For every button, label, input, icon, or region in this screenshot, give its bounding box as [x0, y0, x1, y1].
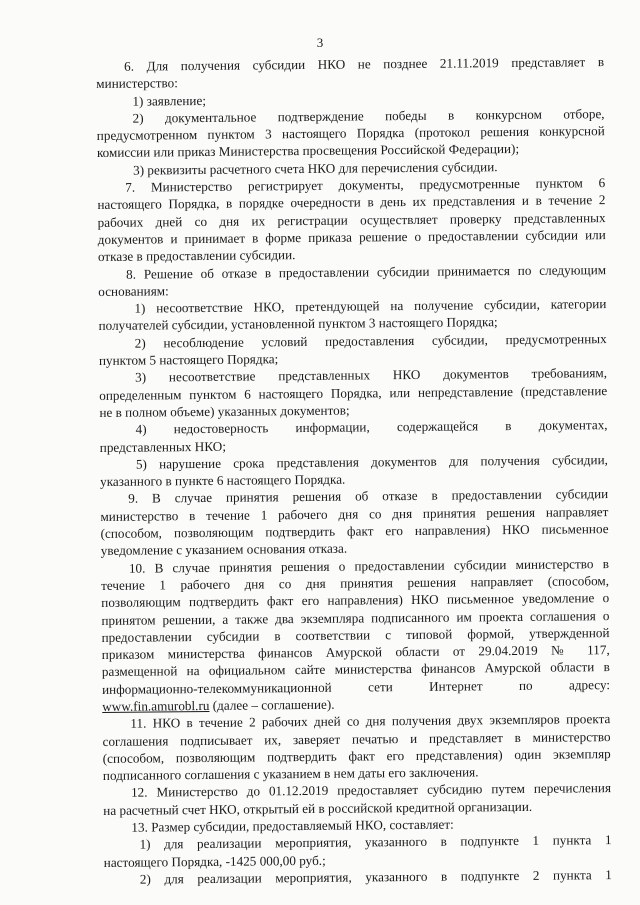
text-line: предусмотренном пунктом 3 настоящего Порядка (протокол решения конкурсной: [96, 123, 605, 144]
text-line: отказе в предоставлении субсидии.: [97, 247, 296, 265]
text-line: 12. Министерство до 01.12.2019 предоставляет субсидию путем перечисления: [130, 780, 612, 801]
text-line: принятом решении, а также два экземпляра подписанного им проекта соглашения о: [101, 607, 610, 628]
text-line: настоящего Порядка, -1425 000,00 руб.;: [103, 852, 326, 870]
text-line: 6. Для получения субсидии НКО не позднее 21.11.2019 представляет в: [124, 54, 605, 74]
text-line: 4) недостоверность информации, содержащейся в документах,: [135, 417, 608, 437]
text-line: (способом, позволяющим подтвердить факт его представления) один экземпляр: [102, 745, 611, 766]
text-line: течение 1 рабочего дня со дня принятия решения направляет (способом,: [100, 573, 610, 593]
text-line: 10. В случае принятия решения о предоставлении субсидии министерство в: [128, 555, 609, 576]
text-line: 7. Министерство регистрирует документы, предусмотренные пунктом 6: [125, 175, 606, 195]
text-line: министерство:: [96, 75, 178, 92]
text-line: информационно-телекоммуникационной сети Интернет по адресу:: [101, 676, 611, 697]
text-line: 3) реквизиты расчетного счета НКО для перечисления субсидии.: [133, 158, 498, 178]
text-line: (способом, позволяющим подтвердить факт его направления) НКО письменное: [100, 521, 609, 541]
text-line: представленных НКО;: [99, 438, 227, 455]
text-line: приказом министерства финансов Амурской области от 29.04.2019 № 117,: [101, 642, 610, 663]
text-line: соглашения подписывает их, заверяет печатью и представляет в министерство: [102, 728, 611, 749]
text-line: уведомление с указанием основания отказа.: [100, 540, 348, 559]
text-line: 5) нарушение срока представления документов для получения субсидии,: [135, 451, 608, 472]
text-line: 3) несоответствие представленных НКО документов требованиям,: [134, 365, 608, 385]
text-line: указанного в пункте 6 настоящего Порядка.: [99, 471, 346, 490]
text-line: 2) для реализации мероприятия, указанного в подпункте 2 пункта 1: [139, 867, 612, 887]
text-line: предоставлении субсидии в соответствии с типовой формой, утвержденной: [101, 624, 610, 645]
text-line: основаниям:: [98, 283, 169, 299]
document-body: [96, 53, 612, 888]
text-line: министерство в течение 1 рабочего дня со дня принятия решения направляет: [100, 503, 609, 524]
text-line: не в полном объеме) указанных документов;: [99, 402, 350, 420]
text-line: документов и принимает в форме приказа решение о предоставлении субсидии или: [97, 227, 606, 247]
text-line: www.fin.amurobl.ru (далее – соглашение).: [102, 696, 335, 714]
text-line: получателей субсидии, установленной пунктом 3 настоящего Порядка;: [98, 314, 498, 334]
text-line: 9. В случае принятия решения об отказе в предоставлении субсидии: [128, 486, 609, 507]
text-line: на расчетный счет НКО, открытый ей в российской кредитной организации.: [103, 798, 533, 818]
text-line: подписанного соглашения с указанием в нем даты его заключения.: [102, 764, 479, 784]
text-line: 8. Решение об отказе в предоставлении субсидии принимается по следующим: [126, 261, 607, 282]
text-line: 2) несоблюдение условий предоставления субсидии, предусмотренных: [134, 330, 607, 351]
page-number: 3: [316, 35, 324, 50]
text-line: настоящего Порядка, в порядке очередности в день их представления и в течение 2: [97, 192, 606, 213]
text-line: 1) несоответствие НКО, претендующей на получение субсидии, категории: [134, 296, 607, 316]
text-line: пунктом 5 настоящего Порядка;: [98, 351, 279, 369]
text-line: комиссии или приказ Министерства просвещения Российской Федерации);: [96, 141, 520, 161]
text-line: 1) заявление;: [132, 92, 207, 109]
text-line: рабочих дней со дня их регистрации осуществляет проверку представленных: [97, 209, 606, 230]
text-line: 13. Размер субсидии, предоставляемый НКО, составляет:: [131, 816, 454, 835]
text-line: 2) документальное подтверждение победы в конкурсном отборе,: [132, 106, 605, 126]
text-line: позволяющим подтвердить факт его направления) НКО письменное уведомление о: [101, 590, 610, 611]
website-link[interactable]: www.fin.amurobl.ru: [102, 697, 210, 714]
text-line: 1) для реализации мероприятия, указанного в подпункте 1 пункта 1: [139, 832, 612, 852]
text-line: размещенной на официальном сайте министерства финансов Амурской области в: [101, 659, 610, 680]
text-line: определенным пунктом 6 настоящего Порядка, или непредставление (представление: [99, 382, 608, 403]
text-line: 11. НКО в течение 2 рабочих дней со дня получения двух экземпляров проекта: [130, 711, 611, 731]
